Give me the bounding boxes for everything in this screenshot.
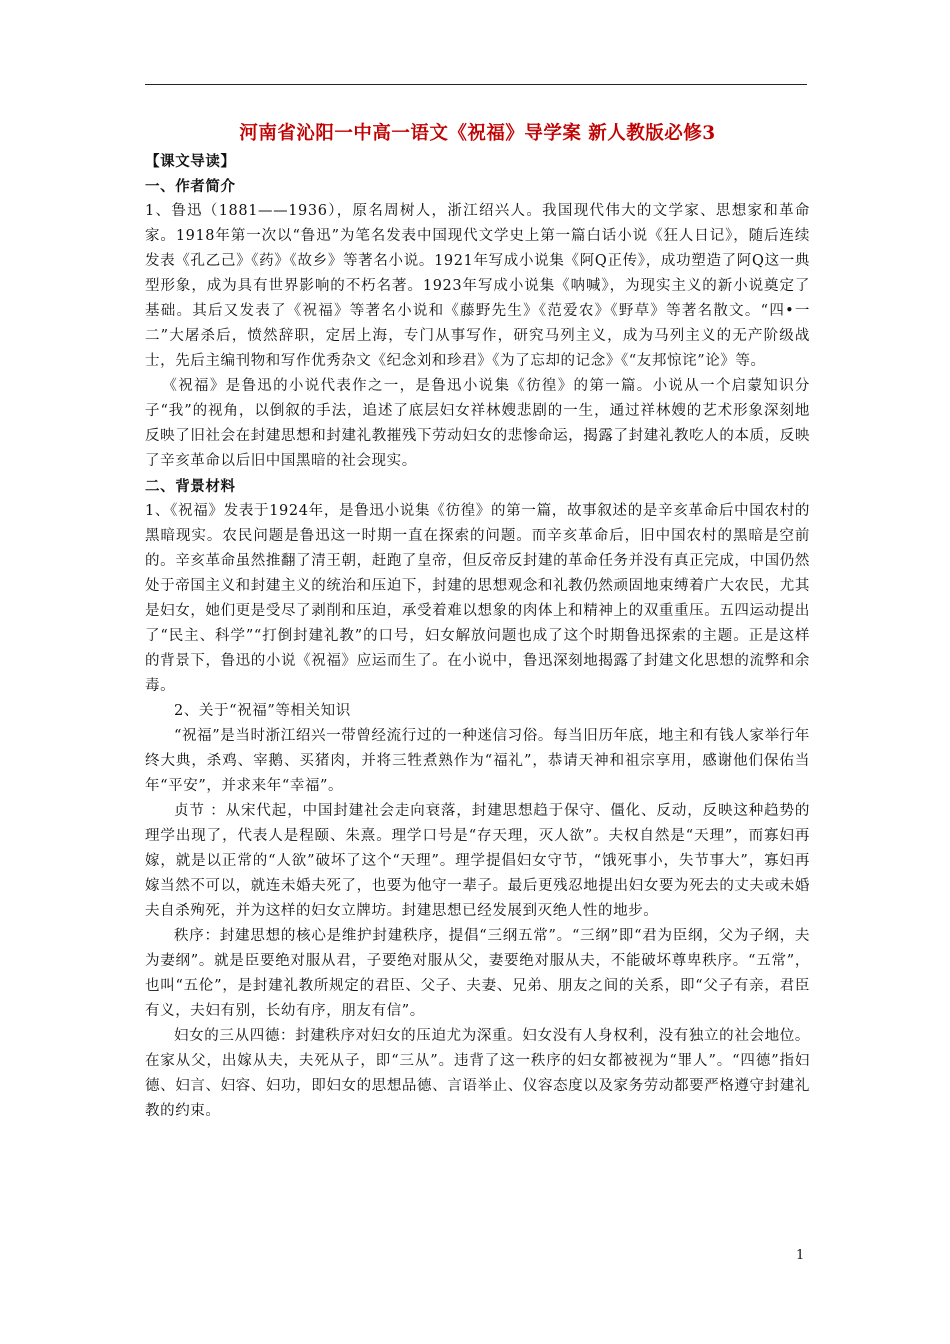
paragraph-zhenjie: 贞节 ：从宋代起，中国封建社会走向衰落，封建思想趋于保守、僵化、反动，反映这种趋势的理学出现了，代表人是程颐、朱熹。理学口号是“存天理，灭人欲”。夫权自然是“天理”，而寡妇再嫁，就是以正常的“人欲”破坏了这个“天理”。理学提倡妇女守节，“饿死事小，失节事大”，寡妇再嫁当然不可以，就连未婚夫死了，也要为他守一辈子。最后更残忍地提出妇女要为死去的丈夫或未婚夫自杀殉死，并为这样的妇女立牌坊。封建思想已经发展到灭绝人性的地步。	[145, 803, 810, 919]
paragraph-sancong-side: 妇女的三从四德：封建秩序对妇女的压迫尤为深重。妇女没有人身权利，没有独立的社会地位。在家从父，出嫁从夫，夫死从子，即“三从”。违背了这一秩序的妇女都被视为“罪人”。“四德”指妇德、妇言、妇容、妇功，即妇女的思想品德、言语举止、仪容态度以及家务劳动都要严格遵守封建礼教的约束。	[145, 1028, 810, 1119]
section-guide-label: 【课文导读】	[145, 153, 236, 170]
author-paragraph-1: 1、鲁迅（1881——1936），原名周树人，浙江绍兴人。我国现代伟大的文学家、思想家和革命家。1918年第一次以“鲁迅”为笔名发表中国现代文学史上第一篇白话小说《狂人日记》，随后连续发表《孔乙己》《药》《故乡》等著名小说。1921年写成小说集《阿Q正传》，成功塑造了阿Q这一典型形象，成为具有世界影响的不朽名著。1923年写成小说集《呐喊》，为现实主义的新小说奠定了基础。其后又发表了《祝福》等著名小说和《藤野先生》《范爱农》《野草》等著名散文。“四•一二”大屠杀后，愤然辞职，定居上海，专门从事写作，研究马列主义，成为马列主义的无产阶级战士，先后主编刊物和写作优秀杂文《纪念刘和珍君》《为了忘却的记念》《“友邦惊诧”论》等。	[145, 203, 810, 369]
paragraph-zhixu: 秩序：封建思想的核心是维护封建秩序，提倡“三纲五常”。“三纲”即“君为臣纲，父为子纲，夫为妻纲”。就是臣要绝对服从君，子要绝对服从父，妻要绝对服从夫，不能破坏尊卑秩序。“五常”，也叫“五伦”，是封建礼教所规定的君臣、父子、夫妻、兄弟、朋友之间的关系，即“父子有亲，君臣有义，夫妇有别，长幼有序，朋友有信”。	[145, 928, 810, 1019]
heading-author-intro: 一、作者简介	[145, 178, 236, 195]
author-paragraph-2: 《祝福》是鲁迅的小说代表作之一，是鲁迅小说集《彷徨》的第一篇。小说从一个启蒙知识分子“我”的视角，以倒叙的手法，追述了底层妇女祥林嫂悲剧的一生，通过祥林嫂的艺术形象深刻地反映了旧社会在封建思想和封建礼教摧残下劳动妇女的悲惨命运，揭露了封建礼教吃人的本质，反映了辛亥革命以后旧中国黑暗的社会现实。	[145, 378, 810, 469]
page-number: 1	[796, 1248, 805, 1263]
document-body	[145, 120, 810, 1124]
document-title: 河南省沁阳一中高一语文《祝福》导学案 新人教版必修3	[239, 123, 716, 144]
heading-background: 二、背景材料	[145, 478, 236, 495]
background-subheading-2: 2、关于“祝福”等相关知识	[174, 703, 351, 719]
paragraph-zhufu: “祝福”是当时浙江绍兴一带曾经流行过的一种迷信习俗。每当旧历年底，地主和有钱人家举行年终大典，杀鸡、宰鹅、买猪肉，并将三牲煮熟作为“福礼”，恭请天神和祖宗享用，感谢他们保佑当年“平安”，并求来年“幸福”。	[145, 728, 810, 794]
background-paragraph-1: 1、《祝福》发表于1924年，是鲁迅小说集《彷徨》的第一篇，故事叙述的是辛亥革命后中国农村的黑暗现实。农民问题是鲁迅这一时期一直在探索的问题。而辛亥革命后，旧中国农村的黑暗是空前的。辛亥革命虽然推翻了清王朝，赶跑了皇帝，但反帝反封建的革命任务并没有真正完成，中国仍然处于帝国主义和封建主义的统治和压迫下，封建的思想观念和礼教仍然顽固地束缚着广大农民，尤其是妇女，她们更是受尽了剥削和压迫，承受着难以想象的肉体上和精神上的双重重压。五四运动提出了“民主、科学”“打倒封建礼教”的口号，妇女解放问题也成了这个时期鲁迅探索的主题。正是这样的背景下，鲁迅的小说《祝福》应运而生了。在小说中，鲁迅深刻地揭露了封建文化思想的流弊和余毒。	[145, 503, 810, 694]
header-rule	[145, 84, 807, 85]
